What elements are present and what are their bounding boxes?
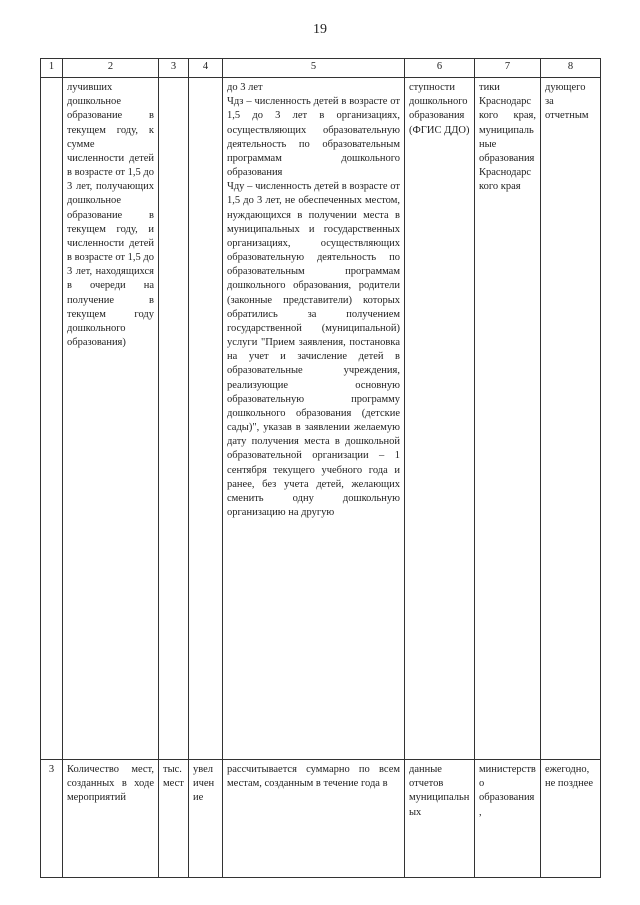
table-cell: увеличение [189, 760, 223, 878]
column-header: 8 [541, 59, 601, 78]
column-header: 6 [405, 59, 475, 78]
table-cell: дующего за отчетным [541, 78, 601, 760]
table-cell: тики Краснодарского края, муниципальные образования Краснодарского края [475, 78, 541, 760]
header-row [41, 59, 601, 78]
table-cell: министерство образования, [475, 760, 541, 878]
table-cell [159, 78, 189, 760]
column-header: 3 [159, 59, 189, 78]
table-cell: ежегодно, не позднее [541, 760, 601, 878]
column-header: 7 [475, 59, 541, 78]
data-table [40, 58, 601, 878]
table-cell: лучивших дошкольное образование в текущем году, к сумме численности детей в возрасте от 1,5 до 3 лет, получающих дошкольное образование в текущем году, и численности детей в возрасте от 1,5 до 3 лет, находящихся в очереди на получение в текущем году дошкольного образования) [63, 78, 159, 760]
table-cell: ступности дошкольного образования (ФГИС ДДО) [405, 78, 475, 760]
table-cell: тыс. мест [159, 760, 189, 878]
table-row [41, 78, 601, 760]
table-cell: данные отчетов муниципальных [405, 760, 475, 878]
table-cell: 3 [41, 760, 63, 878]
table-cell [189, 78, 223, 760]
column-header: 1 [41, 59, 63, 78]
column-header: 4 [189, 59, 223, 78]
table-cell [41, 78, 63, 760]
column-header: 2 [63, 59, 159, 78]
table-cell: Количество мест, созданных в ходе мероприятий [63, 760, 159, 878]
data-table-container [40, 58, 600, 878]
page-number: 19 [313, 22, 327, 37]
table-row [41, 760, 601, 878]
table-cell: рассчитывается суммарно по всем местам, созданным в течение года в [223, 760, 405, 878]
table-cell: до 3 лет Чдз – численность детей в возрасте от 1,5 до 3 лет в организациях, осуществляющих образовательную деятельность по образовательным программам дошкольного образования Чду – численность детей в возрасте от 1,5 до 3 лет, не обеспеченных местом, нуждающихся в получении места в муниципальных и государственных организациях, осуществляющих образовательную деятельность по образовательным программам дошкольного образования, родители (законные представители) которых обратились за получением государственной (муниципальной) услуги "Прием заявления, постановка на учет и зачисление детей в образовательные учреждения, реализующие основную образовательную программу дошкольного образования (детские сады)", указав в заявлении желаемую дату получения места в дошкольной образовательной организации – 1 сентября текущего учебного года и ранее, без учета детей, желающих сменить одну дошкольную организацию на другую [223, 78, 405, 760]
column-header: 5 [223, 59, 405, 78]
